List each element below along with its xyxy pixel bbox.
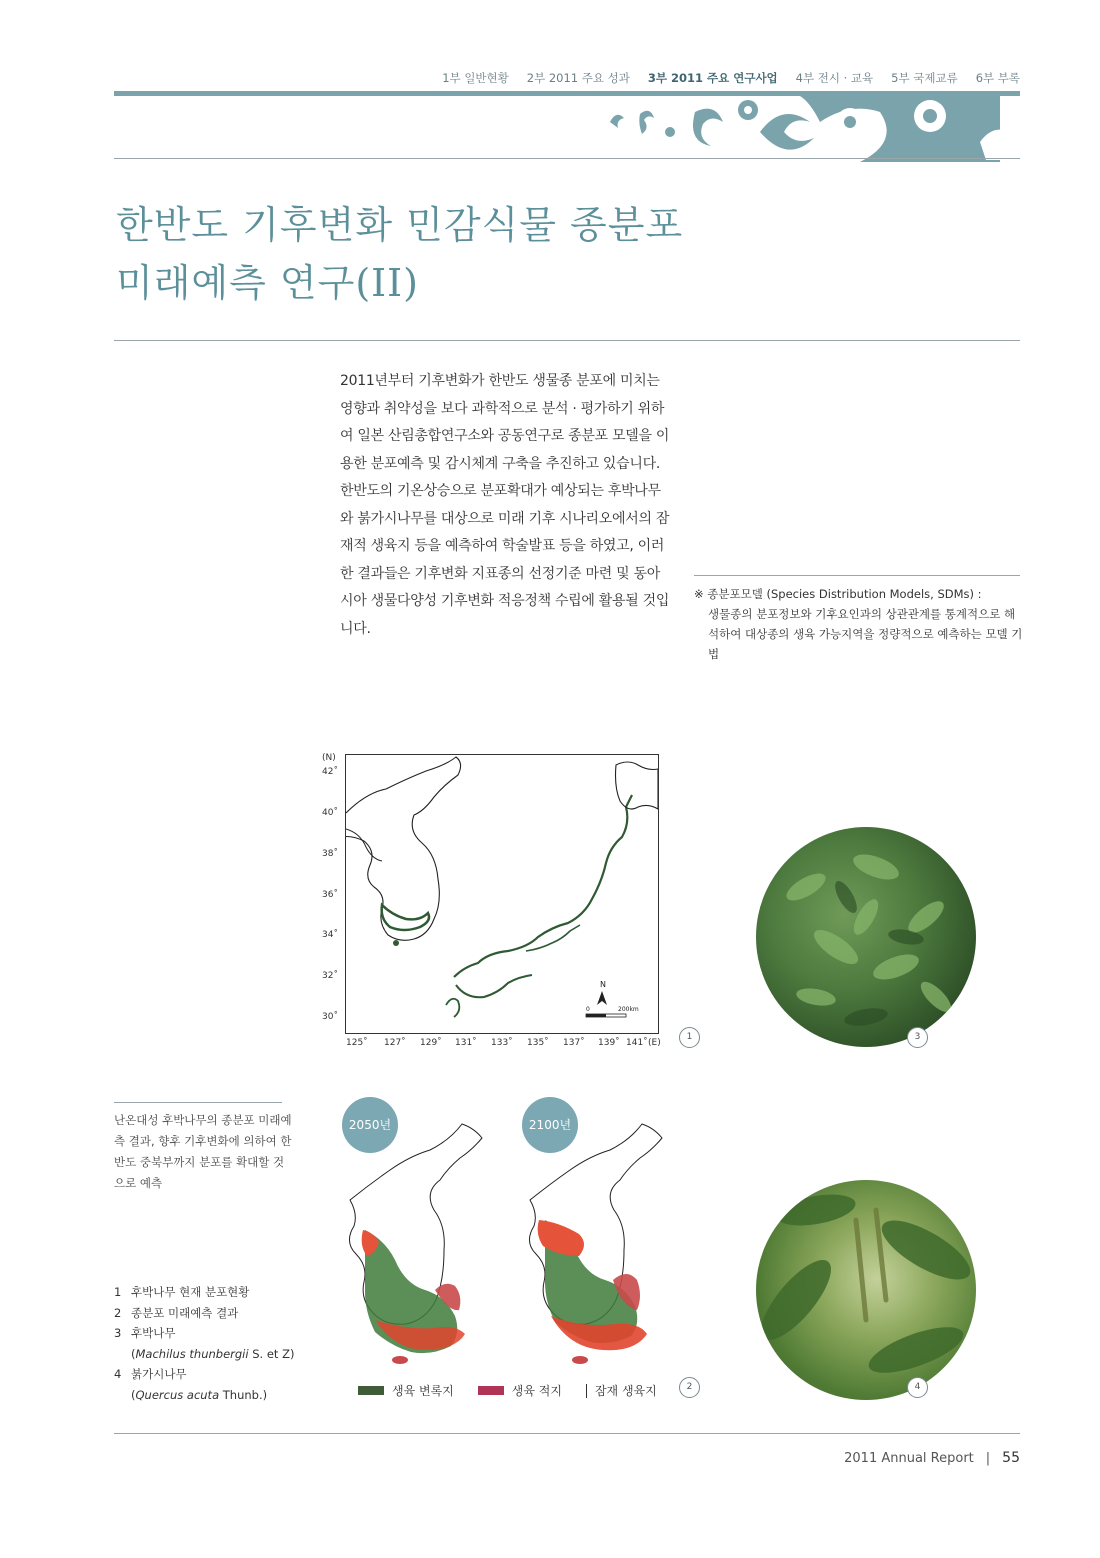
figure-list [114, 1282, 294, 1405]
lon-tick: 139˚ [598, 1038, 620, 1048]
legend-swatch-green [358, 1386, 384, 1395]
distribution-map [345, 754, 659, 1034]
nav-item-4[interactable]: 4부 전시 · 교육 [795, 71, 874, 85]
page-number: 55 [1002, 1450, 1020, 1466]
list-item: 1 후박나무 현재 분포현황 [114, 1285, 250, 1299]
badge-2100: 2100년 [522, 1097, 578, 1153]
header-rule [114, 158, 1020, 159]
lon-tick: 125˚ [346, 1038, 368, 1048]
lat-tick: 32˚ [322, 971, 338, 981]
lat-tick: 38˚ [322, 849, 338, 859]
title-rule [114, 340, 1020, 341]
footer-rule [114, 1433, 1020, 1434]
lat-tick: 34˚ [322, 930, 338, 940]
leaf-texture [756, 827, 976, 1047]
lon-tick: 141˚ [626, 1038, 648, 1048]
lon-tick: 135˚ [527, 1038, 549, 1048]
photo-machilus [756, 827, 976, 1047]
legend-label-1: 생육 변록지 [392, 1384, 454, 1398]
lon-tick: 127˚ [384, 1038, 406, 1048]
legend-line [586, 1384, 587, 1398]
nav-item-2[interactable]: 2부 2011 주요 성과 [526, 71, 630, 85]
scale-zero: 0 [586, 1006, 590, 1013]
lon-tick: 133˚ [491, 1038, 513, 1048]
figure-number-2: 2 [679, 1377, 700, 1398]
list-item-sci: (Machilus thunbergii S. et Z) [131, 1346, 295, 1361]
title-line-2: 미래예측 연구(II) [116, 261, 419, 305]
nav-item-5[interactable]: 5부 국제교류 [891, 71, 958, 85]
photo-quercus [756, 1180, 976, 1400]
legend-item-3 [586, 1382, 657, 1399]
lat-tick: 42˚ [322, 767, 338, 777]
leaf-texture-2 [756, 1180, 976, 1400]
legend-item-1 [358, 1382, 454, 1399]
note-term: ※ 종분포모델 (Species Distribution Models, SDMs) : [694, 587, 982, 601]
lon-tick: 137˚ [563, 1038, 585, 1048]
lon-unit: (E) [648, 1038, 661, 1048]
legend-swatch-red [478, 1386, 504, 1395]
nav-item-6[interactable]: 6부 부록 [975, 71, 1020, 85]
section-nav [442, 70, 1020, 86]
footer-report: 2011 Annual Report [844, 1450, 974, 1466]
nav-item-1[interactable]: 1부 일반현황 [442, 71, 509, 85]
nav-item-3-current[interactable]: 3부 2011 주요 연구사업 [647, 71, 778, 85]
note-rule [694, 575, 1020, 576]
list-item: 3 후박나무 [114, 1326, 176, 1340]
note-body: 생물종의 분포정보와 기후요인과의 상관관계를 통계적으로 해석하여 대상종의 생육 가능지역을 정량적으로 예측하는 모델 기법 [708, 607, 1023, 661]
lon-tick: 129˚ [420, 1038, 442, 1048]
side-caption: 난온대성 후박나무의 종분포 미래예측 결과, 향후 기후변화에 의하여 한반도 중북부까지 분포를 확대할 것으로 예측 [114, 1113, 292, 1190]
title-line-1: 한반도 기후변화 민감식물 종분포 [116, 203, 684, 247]
lat-tick: 36˚ [322, 890, 338, 900]
caption-rule [114, 1102, 282, 1103]
map-drawing [346, 755, 658, 1033]
decorative-swirl [600, 92, 1020, 162]
lat-unit: (N) [322, 753, 336, 763]
prediction-map-2050 [345, 1120, 505, 1370]
lat-tick: 30˚ [322, 1012, 338, 1022]
badge-2050: 2050년 [342, 1097, 398, 1153]
legend-item-2 [478, 1382, 562, 1399]
footer-separator: | [985, 1450, 991, 1466]
legend-label-2: 생육 적지 [511, 1384, 562, 1398]
legend-label-3: 잠재 생육지 [594, 1384, 657, 1398]
list-item-sci: (Quercus acuta Thunb.) [131, 1387, 268, 1402]
list-item: 2 종분포 미래예측 결과 [114, 1305, 239, 1320]
list-item: 4 붉가시나무 [114, 1367, 187, 1381]
figure-number-3: 3 [907, 1027, 928, 1048]
intro-paragraph: 2011년부터 기후변화가 한반도 생물종 분포에 미치는 영향과 취약성을 보다 과학적으로 분석 · 평가하기 위하여 일본 산림총합연구소와 공동연구로 종분포 모델을 이용한 분포예측 및 감시체계 구축을 추진하고 있습니다. 한반도의 기온상승으로 분포확대가 예상되는 후박나무와 붉가시나무를 대상으로 미래 기후 시나리오에서의 잠재적 생육지 등을 예측하여 학술발표 등을 하였고, 이러한 결과들은 기후변화 지표종의 선정기준 마련 및 동아시아 생물다양성 기후변화 적응정책 수립에 활용될 것입니다. [340, 373, 670, 637]
lon-tick: 131˚ [455, 1038, 477, 1048]
map-legend [358, 1382, 681, 1399]
prediction-map-2100 [525, 1120, 685, 1370]
figure-number-1: 1 [679, 1027, 700, 1048]
footer [844, 1450, 1020, 1466]
north-label: N [600, 980, 606, 989]
scale-label: 200km [618, 1006, 639, 1013]
figure-number-4: 4 [907, 1377, 928, 1398]
sdm-note [694, 584, 1024, 664]
page-title [116, 196, 683, 312]
lat-tick: 40˚ [322, 808, 338, 818]
